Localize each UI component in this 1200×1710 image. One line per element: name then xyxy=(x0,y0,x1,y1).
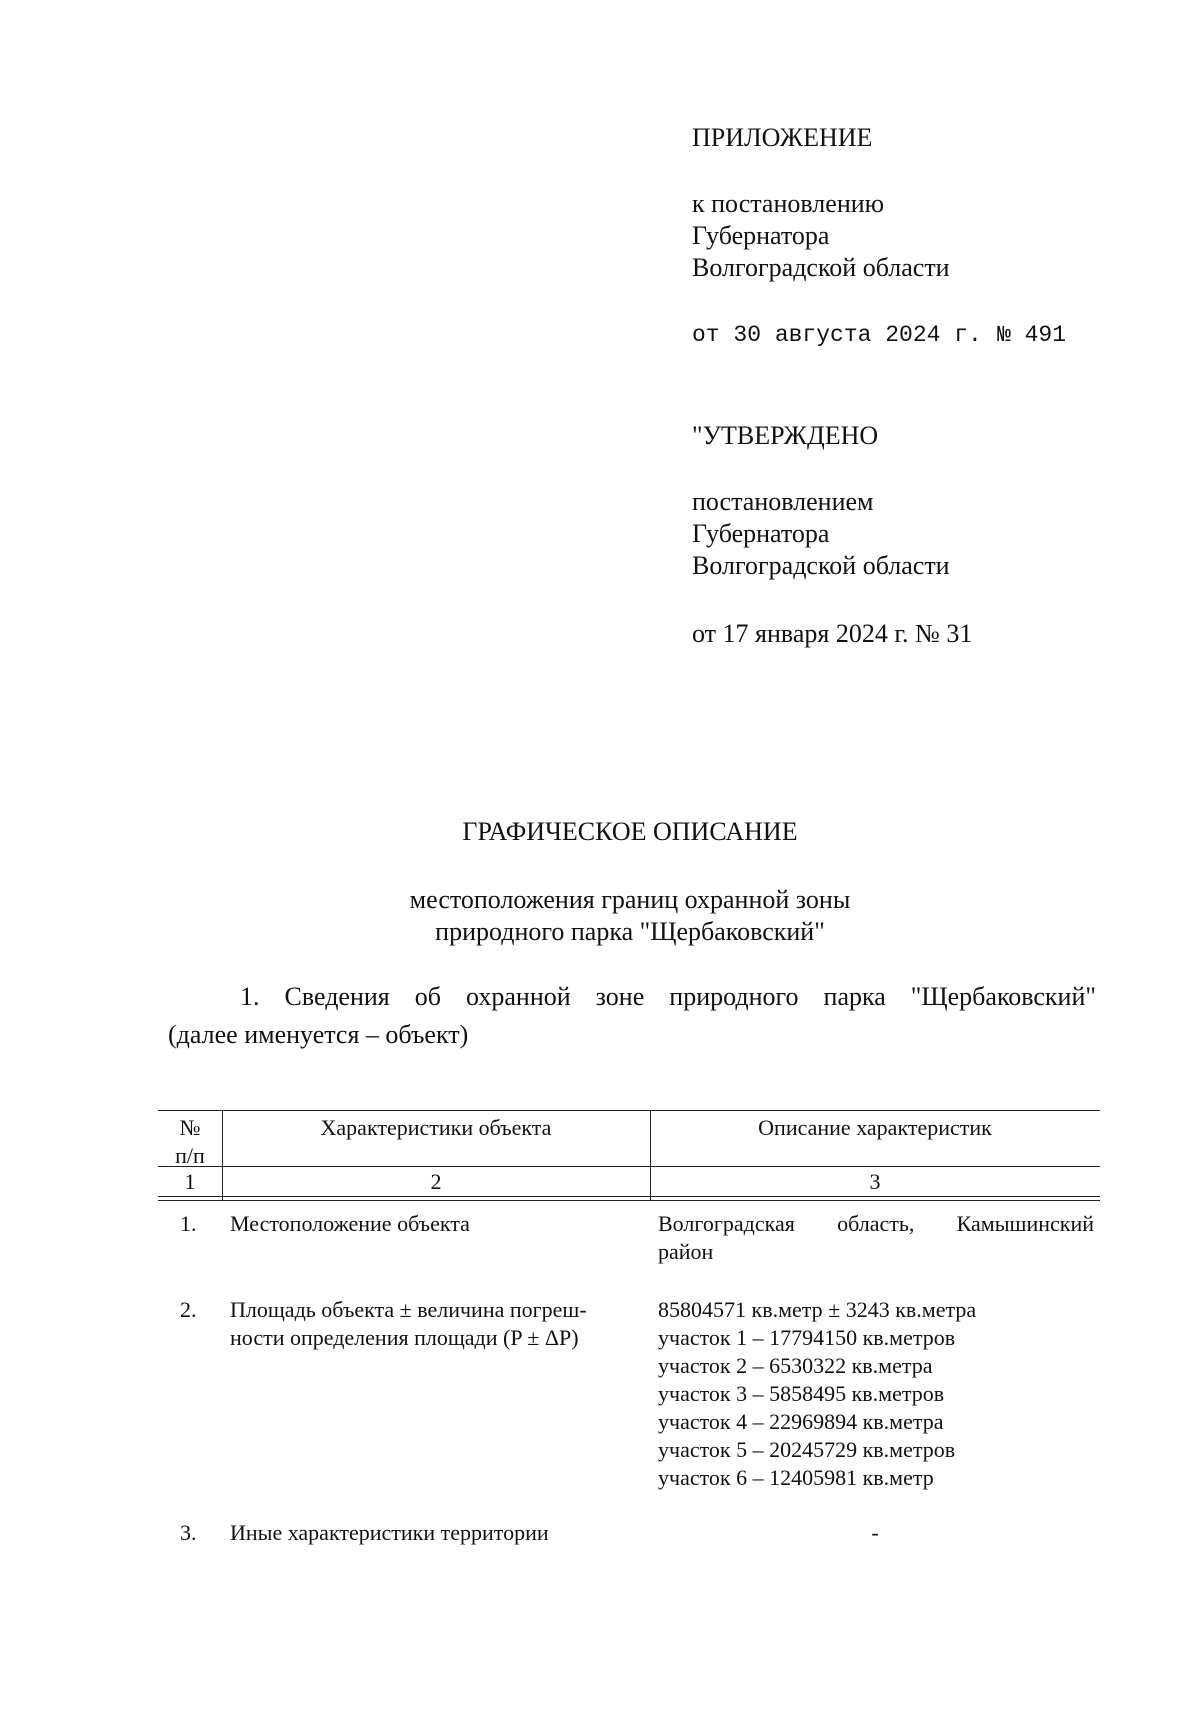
col-number-2: 2 xyxy=(430,1169,442,1194)
appendix-number: № 491 xyxy=(997,322,1067,348)
section-1-line-2: (далее именуется – объект) xyxy=(168,1020,469,1049)
approved-title: "УТВЕРЖДЕНО xyxy=(692,421,879,450)
section-1-line-1: 1. Сведения об охранной зоне природного парка "Щербаковский" xyxy=(240,982,1096,1011)
approved-line-3: Волгоградской области xyxy=(692,551,950,580)
approved-date-line: от 17 января 2024 г. № 31 xyxy=(692,619,973,648)
appendix-line-1: к постановлению xyxy=(692,189,885,218)
row-1-characteristic: Местоположение объекта xyxy=(230,1211,470,1236)
col-number-3: 3 xyxy=(869,1169,881,1194)
row-3-characteristic: Иные характеристики территории xyxy=(230,1520,549,1545)
appendix-date: от 30 августа 2024 г. xyxy=(692,322,982,348)
header-description: Описание характеристик xyxy=(758,1115,992,1140)
row-2-description: 85804571 кв.метр ± 3243 кв.метра участок 1 – 17794150 кв.метров участок 2 – 6530322 кв.метра участок 3 – 5858495 кв.метров участок 4 – 22969894 кв.метра участок 5 – 20245729 кв.метров участок 6 – 12405981 кв.метр xyxy=(658,1297,977,1490)
col-number-1: 1 xyxy=(184,1169,196,1194)
row-2-num: 2. xyxy=(180,1297,197,1322)
appendix-line-2: Губернатора xyxy=(692,221,830,250)
row-3-description: - xyxy=(871,1520,879,1545)
row-3-num: 3. xyxy=(180,1520,197,1545)
appendix-line-3: Волгоградской области xyxy=(692,253,950,282)
row-1-num: 1. xyxy=(180,1211,197,1236)
approved-line-1: постановлением xyxy=(692,487,874,516)
appendix-title: ПРИЛОЖЕНИЕ xyxy=(692,123,873,152)
document-subtitle-1: местоположения границ охранной зоны xyxy=(409,885,851,914)
document-title: ГРАФИЧЕСКОЕ ОПИСАНИЕ xyxy=(462,817,798,846)
header-num: № п/п xyxy=(175,1115,205,1168)
row-2-characteristic: Площадь объекта ± величина погреш- ности определения площади (P ± ΔP) xyxy=(230,1297,587,1350)
row-1-description: Волгоградская область, Камышинский район xyxy=(658,1211,1094,1264)
approved-line-2: Губернатора xyxy=(692,519,830,548)
document-subtitle-2: природного парка "Щербаковский" xyxy=(435,917,825,946)
header-characteristics: Характеристики объекта xyxy=(320,1115,552,1140)
